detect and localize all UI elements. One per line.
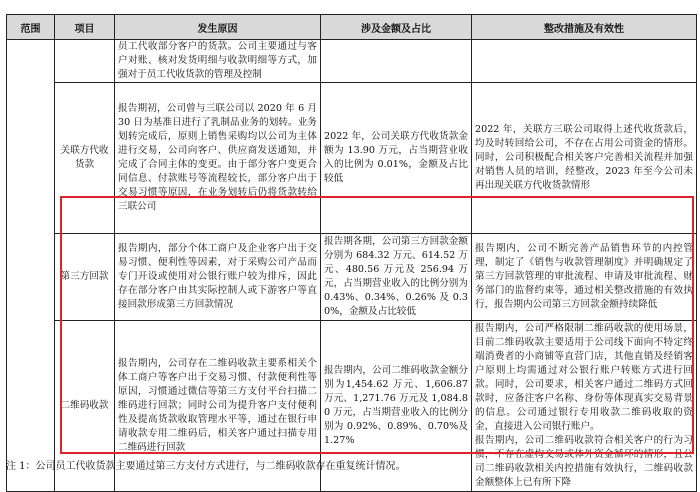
item-cell: 二维码收款 [55,321,115,492]
table-row [7,234,697,321]
measures-cell: 报告期内，公司严格限制二维码收款的使用场景，目前二维码收款主要适用于公司线下面向不特定终端消费者的小商铺等直营门店，其他直销及经销客户原则上均需通过对公银行账户转账方式进行回款。同时，公司要求，相关客户通过二维码方式回款时，应备注客户名称、身份等体现真实交易背景的信息。公司通过银行专用收款二维码收取的资金，直接进入公司银行账户。 报告期内，公司二维码收款符合相关客户的行为习惯，不存在虚构交易或体外资金循环的情形，且公司二维码收款相关内控措施有效执行，二维码收款金额整体上已有所下降 [472,321,697,492]
header-measures: 整改措施及有效性 [472,15,697,40]
reason-cell: 报告期初，公司曾与三联公司以 2020 年 6 月 30 日为基准日进行了乳制品业务的划转。业务划转完成后，原则上销售采购均以公司为主体进行交易，公司向客户、供应商发送通知，并完成了合同主体的变更。由于部分客户变更合同信息、付款账号等流程较长，部分客户出于交易习惯等原因，在业务划转后仍将货款转给三联公司 [115,83,321,234]
rectification-table [6,14,697,492]
header-reason: 发生原因 [115,15,321,40]
table-header-row [7,15,697,40]
reason-cell: 报告期内，公司存在二维码收款主要系相关个体工商户等客户出于交易习惯、付款便利性等原因，习惯通过微信等第三方支付平台扫描二维码进行回款；同时公司为提升客户支付便利性及提高货款收取管理水平等，通过在银行申请收款专用二维码后，相关客户通过扫描专用二维码进行回款 [115,321,321,492]
item-cell: 关联方代收货款 [55,83,115,234]
scope-cell [7,40,55,492]
amount-cell: 报告期各期，公司第三方回款金额分别为 684.32 万元、614.52 万元、480.56 万元及 256.94 万元，占当期营业收入的比例分别为 0.43%、0.34%、0.26% 及 0.30%，金额及占比较低 [321,234,472,321]
table-row [7,40,697,83]
measures-cell: 报告期内，公司不断完善产品销售环节的内控管理，制定了《销售与收款管理制度》并明确规定了第三方回款管理的审批流程、申请及审批流程、财务部门的监督约束等，通过相关整改措施的有效执行，报告期内公司第三方回款金额持续降低 [472,234,697,321]
header-amount: 涉及金额及占比 [321,15,472,40]
footnote: 注 1：公司员工代收货款主要通过第三方支付方式进行，与二维码收款存在重复统计情况。 [6,461,406,472]
measures-cell: 2022 年，关联方三联公司取得上述代收货款后，均及时转回给公司，不存在占用公司资金的情形。同时，公司积极配合相关客户完善相关流程并加强对销售人员的培训，经整改，2023 年至今公司未再出现关联方代收货款情形 [472,83,697,234]
item-cell [55,40,115,83]
table-row [7,83,697,234]
header-item: 项目 [55,15,115,40]
amount-cell [321,40,472,83]
measures-cell [472,40,697,83]
amount-cell: 报告期内，公司二维码收款金额分别为1,454.62 万元、1,606.87 万元、1,271.76 万元及 1,084.80 万元，占当期营业收入的比例分别为 0.92%、0.89%、0.70%及 1.27% [321,321,472,492]
header-scope: 范围 [7,15,55,40]
item-cell: 第三方回款 [55,234,115,321]
amount-cell: 2022 年，公司关联方代收货款金额为 13.90 万元，占当期营业收入的比例为 0.01%，金额及占比较低 [321,83,472,234]
reason-cell: 报告期内，部分个体工商户及企业客户出于交易习惯、便利性等因素，对于采购公司产品而专门开设或使用对公银行账户较为排斥，因此存在部分客户由其实际控制人或下游客户等直接回款形成第三方回款情况 [115,234,321,321]
reason-cell: 员工代收部分客户的货款。公司主要通过与客户对账、核对发货明细与收款明细等方式，加强对于员工代收货款的管理及控制 [115,40,321,83]
